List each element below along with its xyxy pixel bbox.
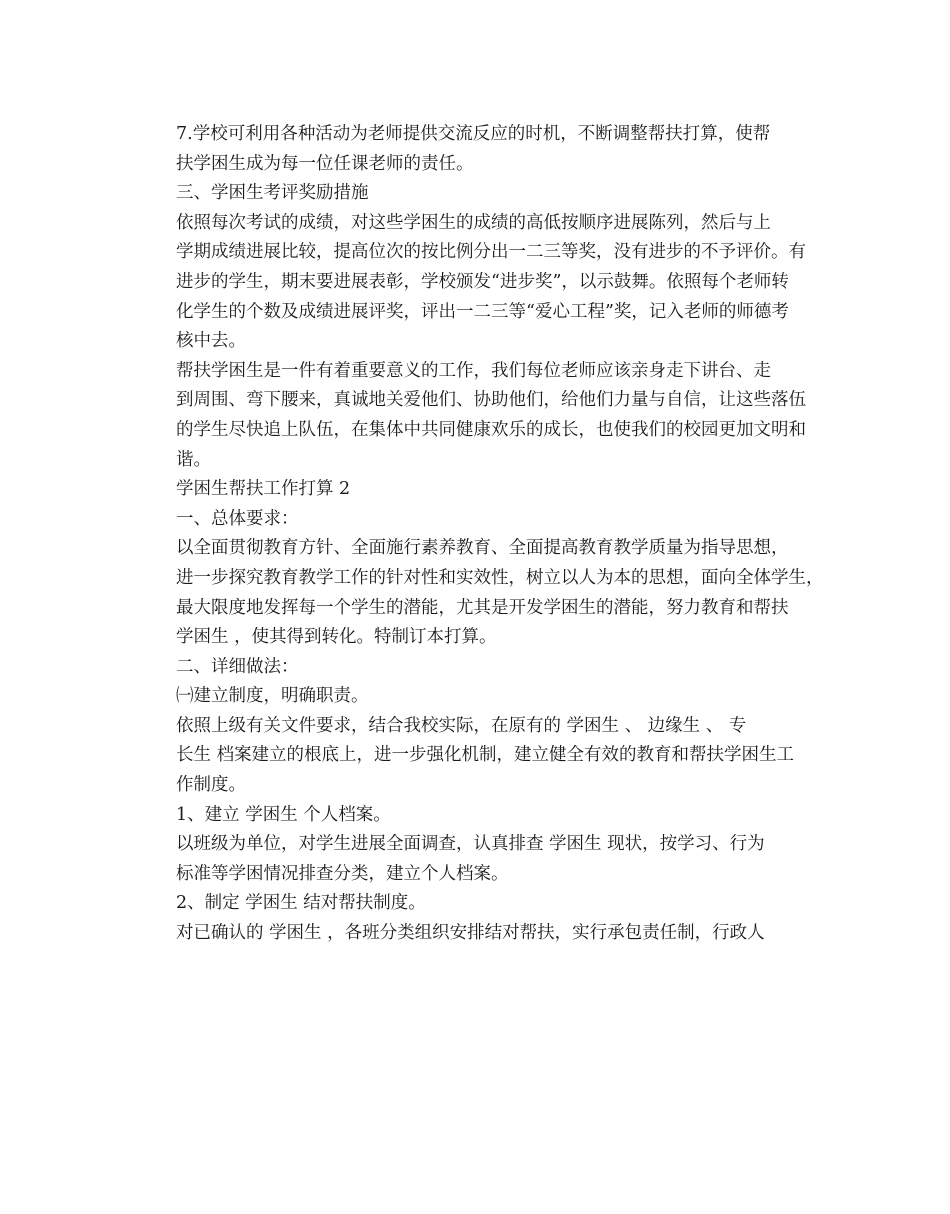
paragraph [141,475,821,505]
paragraph [141,919,821,949]
text-line: 学期成绩进展比较，提高位次的按比例分出一二三等奖，没有进步的不予评价。有 [176,242,806,263]
paragraph [141,830,821,889]
text-line: 一、总体要求： [176,508,299,529]
paragraph [141,712,821,801]
text-line: 依照每次考试的成绩，对这些学困生的成绩的高低按顺序进展陈列，然后与上 [176,212,771,233]
paragraph [141,682,821,712]
text-line: 1、建立 学困生 个人档案。 [176,804,391,825]
text-line: 三、学困生考评奖励措施 [176,183,369,204]
paragraph [141,653,821,683]
text-line: 标准等学困情况排查分类，建立个人档案。 [176,863,509,884]
text-line: 以全面贯彻教育方针、全面施行素养教育、全面提高教育教学质量为指导思想， [176,538,789,559]
paragraph [141,357,821,475]
text-line: 7.学校可利用各种活动为老师提供交流反应的时机，不断调整帮扶打算，使帮 [176,124,771,144]
paragraph [141,505,821,535]
text-line: 进步的学生，期末要进展表彰，学校颁发“进步奖”，以示鼓舞。依照每个老师转 [176,271,789,292]
text-line: 谐。 [176,449,211,470]
text-line: 作制度。 [176,775,246,796]
text-line: 学困生 ，使其得到转化。特制订本打算。 [176,627,497,648]
text-line: 的学生尽快追上队伍，在集体中共同健康欢乐的成长，也使我们的校园更加文明和 [176,419,806,440]
text-line: ㈠建立制度，明确职责。 [176,686,369,707]
text-line: 长生 档案建立的根底上，进一步强化机制，建立健全有效的教育和帮扶学困生工 [176,745,795,766]
document-body [141,120,824,949]
paragraph [141,179,821,209]
paragraph [141,801,821,831]
paragraph [141,889,821,919]
text-line: 学困生帮扶工作打算 2 [176,479,351,500]
paragraph [141,209,821,357]
paragraph [141,534,824,652]
text-line: 进一步探究教育教学工作的针对性和实效性，树立以人为本的思想，面向全体学生， [176,567,824,588]
text-line: 最大限度地发挥每一个学生的潜能，尤其是开发学困生的潜能，努力教育和帮扶 [176,597,789,618]
text-line: 二、详细做法： [176,656,299,677]
text-line: 依照上级有关文件要求，结合我校实际，在原有的 学困生 、 边缘生 、 专 [176,715,747,736]
text-line: 帮扶学困生是一件有着重要意义的工作，我们每位老师应该亲身走下讲台、走 [176,360,771,381]
text-line: 核中去。 [176,331,246,352]
text-line: 以班级为单位，对学生进展全面调查，认真排查 学困生 现状，按学习、行为 [176,834,765,855]
text-line: 到周围、弯下腰来，真诚地关爱他们、协助他们，给他们力量与自信，让这些落伍 [176,390,806,411]
text-line: 对已确认的 学困生 ，各班分类组织安排结对帮扶，实行承包责任制，行政人 [176,923,765,944]
text-line: 2、制定 学困生 结对帮扶制度。 [176,893,426,914]
paragraph [141,120,821,179]
text-line: 化学生的个数及成绩进展评奖，评出一二三等“爱心工程”奖，记入老师的师德考 [176,301,789,322]
text-line: 扶学困生成为每一位任课老师的责任。 [176,153,474,174]
